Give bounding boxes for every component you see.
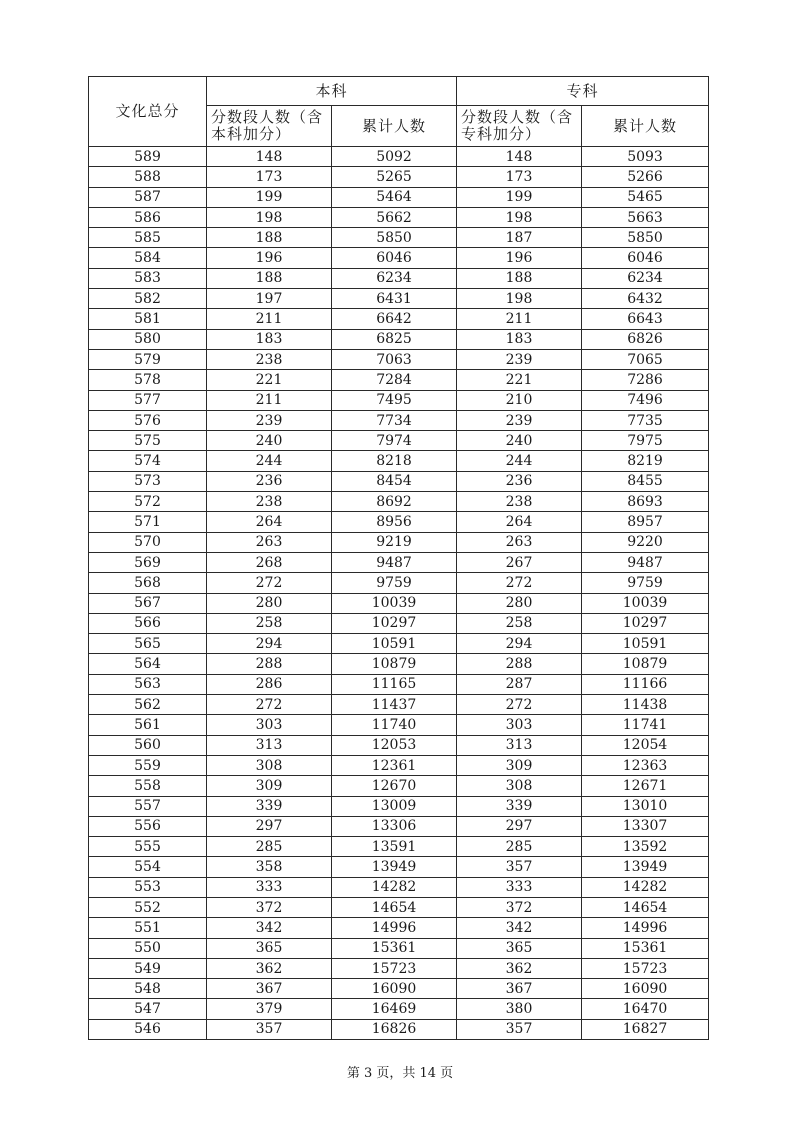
benke-segment-cell: 211: [207, 390, 332, 410]
benke-segment-cell: 188: [207, 228, 332, 248]
score-cell: 581: [89, 309, 207, 329]
zhuanke-segment-cell: 239: [457, 349, 582, 369]
zhuanke-cumulative-cell: 15361: [582, 938, 709, 958]
benke-cumulative-cell: 6825: [332, 329, 457, 349]
table-row: [89, 532, 709, 552]
table-row: [89, 857, 709, 877]
zhuanke-segment-cell: 362: [457, 958, 582, 978]
header-group-benke: 本科: [207, 77, 457, 106]
zhuanke-cumulative-cell: 7735: [582, 410, 709, 430]
benke-cumulative-cell: 10039: [332, 593, 457, 613]
score-cell: 571: [89, 512, 207, 532]
zhuanke-cumulative-cell: 9487: [582, 552, 709, 572]
score-cell: 582: [89, 289, 207, 309]
zhuanke-segment-cell: 221: [457, 370, 582, 390]
benke-cumulative-cell: 14654: [332, 897, 457, 917]
table-row: [89, 634, 709, 654]
benke-segment-cell: 236: [207, 471, 332, 491]
benke-cumulative-cell: 12670: [332, 776, 457, 796]
benke-cumulative-cell: 8218: [332, 451, 457, 471]
benke-segment-cell: 196: [207, 248, 332, 268]
zhuanke-segment-cell: 308: [457, 776, 582, 796]
table-row: [89, 147, 709, 167]
benke-segment-cell: 309: [207, 776, 332, 796]
table-row: [89, 715, 709, 735]
zhuanke-cumulative-cell: 6234: [582, 268, 709, 288]
benke-cumulative-cell: 7284: [332, 370, 457, 390]
zhuanke-cumulative-cell: 13949: [582, 857, 709, 877]
zhuanke-segment-cell: 238: [457, 492, 582, 512]
benke-cumulative-cell: 13306: [332, 816, 457, 836]
score-cell: 559: [89, 755, 207, 775]
score-cell: 562: [89, 695, 207, 715]
benke-segment-cell: 239: [207, 410, 332, 430]
table-row: [89, 451, 709, 471]
zhuanke-cumulative-cell: 6046: [582, 248, 709, 268]
benke-segment-cell: 244: [207, 451, 332, 471]
zhuanke-segment-cell: 199: [457, 187, 582, 207]
score-cell: 552: [89, 897, 207, 917]
score-cell: 569: [89, 552, 207, 572]
zhuanke-cumulative-cell: 5663: [582, 207, 709, 227]
table-row: [89, 228, 709, 248]
score-cell: 588: [89, 167, 207, 187]
score-cell: 549: [89, 958, 207, 978]
zhuanke-segment-cell: 372: [457, 897, 582, 917]
zhuanke-cumulative-cell: 15723: [582, 958, 709, 978]
table-row: [89, 1019, 709, 1039]
score-cell: 546: [89, 1019, 207, 1039]
zhuanke-cumulative-cell: 10879: [582, 654, 709, 674]
score-cell: 557: [89, 796, 207, 816]
benke-segment-cell: 272: [207, 573, 332, 593]
zhuanke-cumulative-cell: 11741: [582, 715, 709, 735]
zhuanke-cumulative-cell: 5850: [582, 228, 709, 248]
zhuanke-segment-cell: 236: [457, 471, 582, 491]
benke-cumulative-cell: 13591: [332, 837, 457, 857]
table-row: [89, 431, 709, 451]
zhuanke-segment-cell: 339: [457, 796, 582, 816]
table-row: [89, 410, 709, 430]
benke-cumulative-cell: 5464: [332, 187, 457, 207]
zhuanke-segment-cell: 267: [457, 552, 582, 572]
zhuanke-cumulative-cell: 8219: [582, 451, 709, 471]
benke-segment-cell: 238: [207, 349, 332, 369]
benke-segment-cell: 221: [207, 370, 332, 390]
table-row: [89, 979, 709, 999]
zhuanke-cumulative-cell: 5465: [582, 187, 709, 207]
benke-cumulative-cell: 8692: [332, 492, 457, 512]
benke-segment-cell: 264: [207, 512, 332, 532]
table-row: [89, 289, 709, 309]
header-score: 文化总分: [89, 77, 207, 147]
score-cell: 576: [89, 410, 207, 430]
benke-cumulative-cell: 7495: [332, 390, 457, 410]
page-number: 第 3 页，共 14 页: [346, 1066, 454, 1081]
zhuanke-segment-cell: 333: [457, 877, 582, 897]
score-cell: 566: [89, 613, 207, 633]
zhuanke-cumulative-cell: 5093: [582, 147, 709, 167]
table-row: [89, 248, 709, 268]
table-row: [89, 755, 709, 775]
zhuanke-cumulative-cell: 8693: [582, 492, 709, 512]
benke-segment-cell: 288: [207, 654, 332, 674]
benke-cumulative-cell: 13009: [332, 796, 457, 816]
benke-segment-cell: 197: [207, 289, 332, 309]
zhuanke-cumulative-cell: 6432: [582, 289, 709, 309]
table-row: [89, 390, 709, 410]
zhuanke-cumulative-cell: 7286: [582, 370, 709, 390]
benke-cumulative-cell: 15361: [332, 938, 457, 958]
score-cell: 580: [89, 329, 207, 349]
benke-cumulative-cell: 6234: [332, 268, 457, 288]
zhuanke-cumulative-cell: 12671: [582, 776, 709, 796]
score-cell: 561: [89, 715, 207, 735]
score-cell: 547: [89, 999, 207, 1019]
table-row: [89, 613, 709, 633]
zhuanke-segment-cell: 280: [457, 593, 582, 613]
benke-segment-cell: 272: [207, 695, 332, 715]
score-cell: 548: [89, 979, 207, 999]
benke-cumulative-cell: 8956: [332, 512, 457, 532]
benke-cumulative-cell: 10591: [332, 634, 457, 654]
benke-cumulative-cell: 5662: [332, 207, 457, 227]
table-row: [89, 999, 709, 1019]
table-row: [89, 796, 709, 816]
zhuanke-segment-cell: 196: [457, 248, 582, 268]
zhuanke-segment-cell: 264: [457, 512, 582, 532]
table-row: [89, 187, 709, 207]
zhuanke-segment-cell: 263: [457, 532, 582, 552]
score-cell: 583: [89, 268, 207, 288]
benke-segment-cell: 198: [207, 207, 332, 227]
score-cell: 579: [89, 349, 207, 369]
zhuanke-cumulative-cell: 13307: [582, 816, 709, 836]
zhuanke-segment-cell: 303: [457, 715, 582, 735]
score-cell: 575: [89, 431, 207, 451]
zhuanke-segment-cell: 173: [457, 167, 582, 187]
table-row: [89, 897, 709, 917]
score-cell: 587: [89, 187, 207, 207]
table-row: [89, 492, 709, 512]
benke-segment-cell: 379: [207, 999, 332, 1019]
zhuanke-segment-cell: 187: [457, 228, 582, 248]
benke-cumulative-cell: 16826: [332, 1019, 457, 1039]
zhuanke-cumulative-cell: 7065: [582, 349, 709, 369]
table-row: [89, 877, 709, 897]
zhuanke-segment-cell: 198: [457, 207, 582, 227]
benke-segment-cell: 358: [207, 857, 332, 877]
score-cell: 551: [89, 918, 207, 938]
zhuanke-cumulative-cell: 11166: [582, 674, 709, 694]
benke-segment-cell: 258: [207, 613, 332, 633]
zhuanke-segment-cell: 313: [457, 735, 582, 755]
benke-segment-cell: 173: [207, 167, 332, 187]
benke-cumulative-cell: 10879: [332, 654, 457, 674]
benke-segment-cell: 303: [207, 715, 332, 735]
zhuanke-cumulative-cell: 8957: [582, 512, 709, 532]
benke-cumulative-cell: 9487: [332, 552, 457, 572]
benke-cumulative-cell: 5850: [332, 228, 457, 248]
score-cell: 564: [89, 654, 207, 674]
benke-segment-cell: 240: [207, 431, 332, 451]
table-body: [89, 147, 709, 1040]
benke-cumulative-cell: 9219: [332, 532, 457, 552]
header-group-zhuanke: 专科: [457, 77, 709, 106]
table-row: [89, 593, 709, 613]
zhuanke-segment-cell: 380: [457, 999, 582, 1019]
zhuanke-cumulative-cell: 13592: [582, 837, 709, 857]
zhuanke-cumulative-cell: 10297: [582, 613, 709, 633]
table-row: [89, 349, 709, 369]
table-row: [89, 938, 709, 958]
benke-segment-cell: 263: [207, 532, 332, 552]
benke-cumulative-cell: 6431: [332, 289, 457, 309]
benke-segment-cell: 339: [207, 796, 332, 816]
zhuanke-cumulative-cell: 14654: [582, 897, 709, 917]
benke-segment-cell: 357: [207, 1019, 332, 1039]
score-cell: 577: [89, 390, 207, 410]
table-row: [89, 573, 709, 593]
zhuanke-cumulative-cell: 16090: [582, 979, 709, 999]
zhuanke-segment-cell: 287: [457, 674, 582, 694]
score-cell: 556: [89, 816, 207, 836]
score-cell: 574: [89, 451, 207, 471]
benke-segment-cell: 268: [207, 552, 332, 572]
zhuanke-segment-cell: 309: [457, 755, 582, 775]
zhuanke-cumulative-cell: 6643: [582, 309, 709, 329]
zhuanke-segment-cell: 210: [457, 390, 582, 410]
header-zhuanke-segment: 分数段人数（含专科加分）: [457, 106, 582, 147]
zhuanke-segment-cell: 211: [457, 309, 582, 329]
benke-cumulative-cell: 12053: [332, 735, 457, 755]
benke-segment-cell: 372: [207, 897, 332, 917]
zhuanke-cumulative-cell: 13010: [582, 796, 709, 816]
table-row: [89, 370, 709, 390]
benke-cumulative-cell: 15723: [332, 958, 457, 978]
zhuanke-segment-cell: 239: [457, 410, 582, 430]
header-benke-segment: 分数段人数（含本科加分）: [207, 106, 332, 147]
zhuanke-segment-cell: 188: [457, 268, 582, 288]
score-cell: 585: [89, 228, 207, 248]
table-row: [89, 268, 709, 288]
score-cell: 584: [89, 248, 207, 268]
benke-segment-cell: 308: [207, 755, 332, 775]
zhuanke-cumulative-cell: 16470: [582, 999, 709, 1019]
table-row: [89, 512, 709, 532]
table-row: [89, 309, 709, 329]
benke-cumulative-cell: 8454: [332, 471, 457, 491]
score-cell: 568: [89, 573, 207, 593]
score-cell: 572: [89, 492, 207, 512]
zhuanke-segment-cell: 365: [457, 938, 582, 958]
benke-cumulative-cell: 16090: [332, 979, 457, 999]
benke-cumulative-cell: 6642: [332, 309, 457, 329]
table-row: [89, 918, 709, 938]
score-cell: 558: [89, 776, 207, 796]
score-cell: 567: [89, 593, 207, 613]
benke-segment-cell: 238: [207, 492, 332, 512]
benke-cumulative-cell: 10297: [332, 613, 457, 633]
benke-cumulative-cell: 13949: [332, 857, 457, 877]
zhuanke-cumulative-cell: 14282: [582, 877, 709, 897]
table-row: [89, 471, 709, 491]
zhuanke-segment-cell: 288: [457, 654, 582, 674]
benke-segment-cell: 313: [207, 735, 332, 755]
zhuanke-cumulative-cell: 9759: [582, 573, 709, 593]
zhuanke-cumulative-cell: 12363: [582, 755, 709, 775]
header-zhuanke-cumulative: 累计人数: [582, 106, 709, 147]
zhuanke-segment-cell: 342: [457, 918, 582, 938]
score-cell: 555: [89, 837, 207, 857]
zhuanke-cumulative-cell: 16827: [582, 1019, 709, 1039]
zhuanke-cumulative-cell: 14996: [582, 918, 709, 938]
table-row: [89, 207, 709, 227]
benke-cumulative-cell: 11165: [332, 674, 457, 694]
benke-cumulative-cell: 6046: [332, 248, 457, 268]
benke-cumulative-cell: 9759: [332, 573, 457, 593]
zhuanke-segment-cell: 367: [457, 979, 582, 999]
benke-cumulative-cell: 16469: [332, 999, 457, 1019]
score-cell: 563: [89, 674, 207, 694]
zhuanke-cumulative-cell: 9220: [582, 532, 709, 552]
table-header: [89, 77, 709, 147]
benke-segment-cell: 183: [207, 329, 332, 349]
benke-cumulative-cell: 7063: [332, 349, 457, 369]
table-row: [89, 816, 709, 836]
zhuanke-cumulative-cell: 12054: [582, 735, 709, 755]
zhuanke-segment-cell: 240: [457, 431, 582, 451]
table-row: [89, 674, 709, 694]
zhuanke-cumulative-cell: 10039: [582, 593, 709, 613]
benke-segment-cell: 362: [207, 958, 332, 978]
table-row: [89, 776, 709, 796]
score-cell: 589: [89, 147, 207, 167]
table-row: [89, 329, 709, 349]
benke-segment-cell: 199: [207, 187, 332, 207]
zhuanke-cumulative-cell: 11438: [582, 695, 709, 715]
table-row: [89, 958, 709, 978]
benke-cumulative-cell: 12361: [332, 755, 457, 775]
table-row: [89, 735, 709, 755]
score-cell: 550: [89, 938, 207, 958]
score-cell: 573: [89, 471, 207, 491]
benke-cumulative-cell: 7734: [332, 410, 457, 430]
benke-cumulative-cell: 11740: [332, 715, 457, 735]
benke-segment-cell: 367: [207, 979, 332, 999]
score-cell: 554: [89, 857, 207, 877]
zhuanke-cumulative-cell: 8455: [582, 471, 709, 491]
zhuanke-segment-cell: 294: [457, 634, 582, 654]
zhuanke-segment-cell: 244: [457, 451, 582, 471]
zhuanke-segment-cell: 357: [457, 857, 582, 877]
benke-segment-cell: 280: [207, 593, 332, 613]
zhuanke-segment-cell: 357: [457, 1019, 582, 1039]
benke-cumulative-cell: 14282: [332, 877, 457, 897]
zhuanke-cumulative-cell: 7975: [582, 431, 709, 451]
benke-cumulative-cell: 11437: [332, 695, 457, 715]
header-benke-cumulative: 累计人数: [332, 106, 457, 147]
zhuanke-cumulative-cell: 7496: [582, 390, 709, 410]
benke-cumulative-cell: 14996: [332, 918, 457, 938]
zhuanke-segment-cell: 272: [457, 695, 582, 715]
zhuanke-segment-cell: 148: [457, 147, 582, 167]
zhuanke-cumulative-cell: 6826: [582, 329, 709, 349]
benke-segment-cell: 333: [207, 877, 332, 897]
zhuanke-segment-cell: 272: [457, 573, 582, 593]
zhuanke-segment-cell: 297: [457, 816, 582, 836]
benke-cumulative-cell: 7974: [332, 431, 457, 451]
table-row: [89, 695, 709, 715]
benke-cumulative-cell: 5265: [332, 167, 457, 187]
benke-segment-cell: 285: [207, 837, 332, 857]
table-row: [89, 552, 709, 572]
score-distribution-table: [88, 76, 709, 1040]
benke-segment-cell: 294: [207, 634, 332, 654]
benke-segment-cell: 365: [207, 938, 332, 958]
benke-segment-cell: 297: [207, 816, 332, 836]
benke-segment-cell: 211: [207, 309, 332, 329]
zhuanke-segment-cell: 198: [457, 289, 582, 309]
benke-segment-cell: 188: [207, 268, 332, 288]
table-row: [89, 837, 709, 857]
zhuanke-cumulative-cell: 10591: [582, 634, 709, 654]
benke-segment-cell: 342: [207, 918, 332, 938]
zhuanke-segment-cell: 183: [457, 329, 582, 349]
score-cell: 553: [89, 877, 207, 897]
benke-cumulative-cell: 5092: [332, 147, 457, 167]
benke-segment-cell: 286: [207, 674, 332, 694]
score-cell: 560: [89, 735, 207, 755]
table-row: [89, 167, 709, 187]
score-cell: 565: [89, 634, 207, 654]
zhuanke-cumulative-cell: 5266: [582, 167, 709, 187]
zhuanke-segment-cell: 258: [457, 613, 582, 633]
table-row: [89, 654, 709, 674]
zhuanke-segment-cell: 285: [457, 837, 582, 857]
score-cell: 570: [89, 532, 207, 552]
benke-segment-cell: 148: [207, 147, 332, 167]
score-cell: 578: [89, 370, 207, 390]
score-cell: 586: [89, 207, 207, 227]
